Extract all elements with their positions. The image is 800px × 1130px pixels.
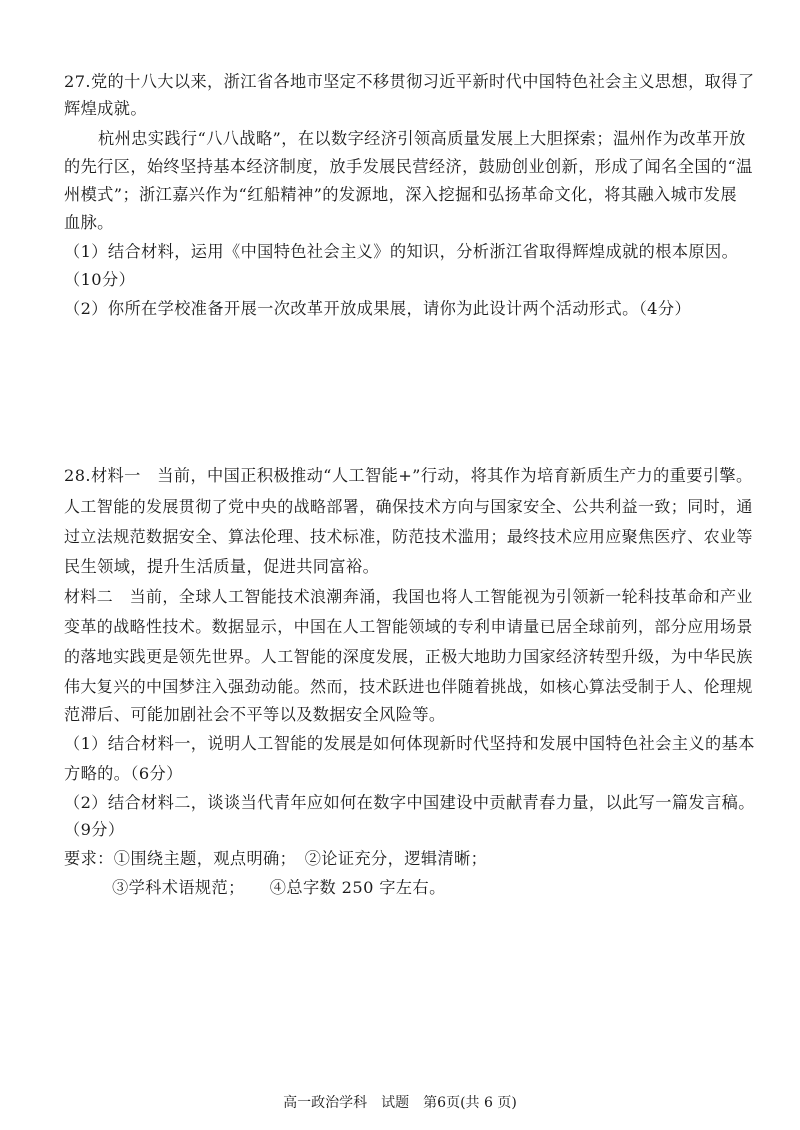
q28-material-1-line: 过立法规范数据安全、算法伦理、技术标准，防范技术滥用；最终技术应用应聚焦医疗、农业等 — [64, 527, 753, 546]
page-footer: 高一政治学科 试题 第6页(共 6 页) — [283, 1095, 517, 1111]
q27-subquestion-1: （1）结合材料，运用《中国特色社会主义》的知识，分析浙江省取得辉煌成就的根本原因。 — [64, 242, 739, 261]
q28-material-2-line: 范滞后、可能加剧社会不平等以及数据安全风险等。 — [64, 705, 446, 724]
q27-material-line: 的先行区，始终坚持基本经济制度，放手发展民营经济，鼓励创业创新，形成了闻名全国的“温 — [64, 157, 753, 176]
q28-material-2-line: 的落地实践更是领先世界。人工智能的深度发展，正极大地助力国家经济转型升级，为中华民族 — [64, 647, 753, 666]
q28-material-1-line: 人工智能的发展贯彻了党中央的战略部署，确保技术方向与国家安全、公共利益一致；同时，通 — [64, 497, 753, 516]
q27-title-line: 27.党的十八大以来，浙江省各地市坚定不移贯彻习近平新时代中国特色社会主义思想，取得了 — [64, 72, 755, 91]
q27-material-line: 血脉。 — [64, 213, 114, 232]
q28-subquestion-1: 方略的。（6分） — [64, 764, 183, 783]
q28-material-1-line: 民生领域，提升生活质量，促进共同富裕。 — [64, 557, 380, 576]
q28-subquestion-2: （9分） — [64, 820, 125, 839]
q28-subquestion-2: （2）结合材料二，谈谈当代青年应如何在数字中国建设中贡献青春力量，以此写一篇发言稿。 — [64, 793, 755, 812]
q27-subquestion-2: （2）你所在学校准备开展一次改革开放成果展，请你为此设计两个活动形式。（4分） — [64, 299, 692, 318]
q28-subquestion-1: （1）结合材料一，说明人工智能的发展是如何体现新时代坚持和发展中国特色社会主义的基本 — [64, 734, 755, 753]
q28-material-2-line: 变革的战略性技术。数据显示，中国在人工智能领域的专利申请量已居全球前列，部分应用场景 — [64, 617, 753, 636]
q27-material-line: 杭州忠实践行“八八战略”，在以数字经济引领高质量发展上大胆探索；温州作为改革开放 — [98, 129, 746, 148]
q27-material-line: 州模式”；浙江嘉兴作为“红船精神”的发源地，深入挖掘和弘扬革命文化，将其融入城市发展 — [64, 185, 737, 204]
q28-requirements: 要求：①围绕主题，观点明确； ②论证充分，逻辑清晰； — [64, 849, 488, 868]
q28-requirements: ③学科术语规范； ④总字数 250 字左右。 — [112, 878, 446, 897]
q27-title-line: 辉煌成就。 — [64, 99, 147, 118]
q27-subquestion-1: （10分） — [64, 270, 136, 289]
q28-material-2-line: 材料二 当前，全球人工智能技术浪潮奔涌，我国也将人工智能视为引领新一轮科技革命和产业 — [64, 587, 753, 606]
q28-material-2-line: 伟大复兴的中国梦注入强劲动能。然而，技术跃进也伴随着挑战，如核心算法受制于人、伦理规 — [64, 677, 753, 696]
q28-material-1-line: 28.材料一 当前，中国正积极推动“人工智能+”行动，将其作为培育新质生产力的重要引擎。 — [64, 466, 753, 485]
